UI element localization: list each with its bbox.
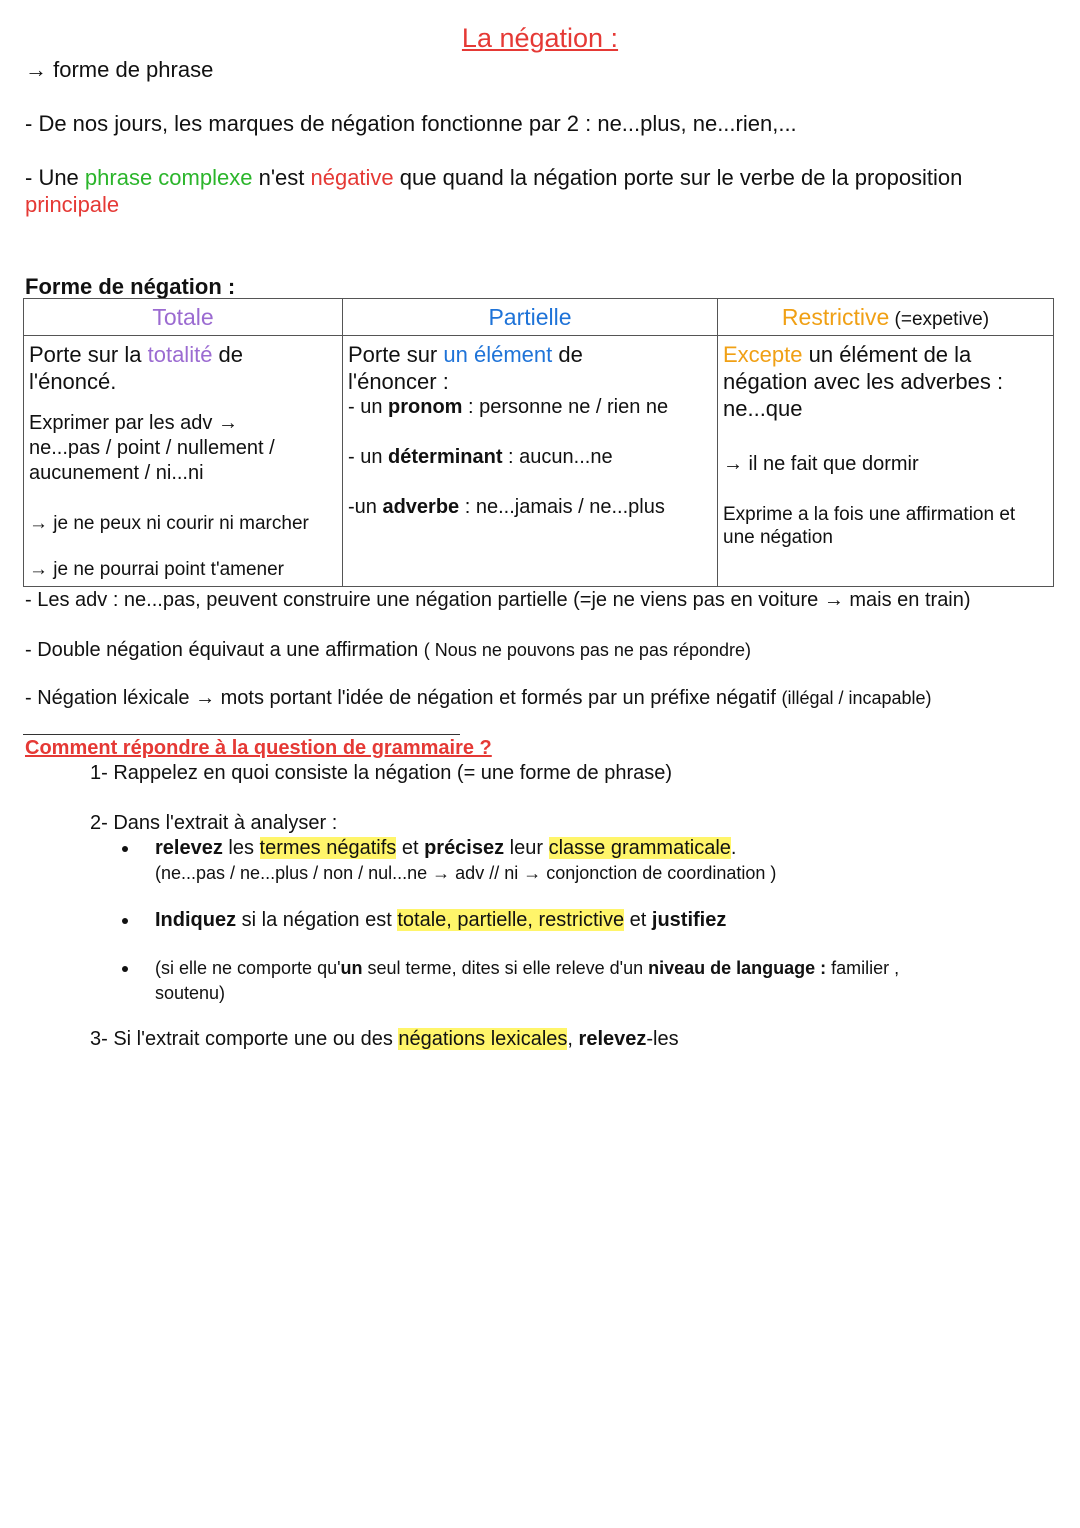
text: relevez bbox=[155, 837, 223, 859]
header-restrictive-label: Restrictive bbox=[781, 303, 890, 330]
text: - un bbox=[348, 396, 389, 418]
restrictive-example: → il ne fait que dormir bbox=[723, 453, 919, 475]
excepte: Excepte bbox=[723, 342, 803, 367]
method-step-1: 1- Rappelez en quoi consiste la négation (= une forme de phrase) bbox=[90, 762, 673, 784]
step2-bullet-3-line-2: soutenu) bbox=[155, 983, 226, 1003]
bullet-icon bbox=[122, 918, 128, 924]
text: : aucun...ne bbox=[502, 446, 613, 468]
principale: principale bbox=[25, 192, 120, 217]
header-restrictive-note: (=expetive) bbox=[889, 308, 990, 330]
intro-marques: - De nos jours, les marques de négation fonctionne par 2 : ne...plus, ne...rien,... bbox=[25, 111, 797, 136]
totale-example-1: → je ne peux ni courir ni marcher bbox=[29, 513, 309, 534]
restrictive-note-1: Exprime a la fois une affirmation et bbox=[723, 504, 1016, 525]
restrictive-line-3: ne...que bbox=[723, 396, 803, 421]
text: : personne ne / rien ne bbox=[462, 396, 669, 418]
step2-bullet-1-sub: (ne...pas / ne...plus / non / nul...ne → adv // ni → conjonction de coordination ) bbox=[155, 863, 777, 883]
table-heading: Forme de négation : bbox=[25, 274, 236, 299]
totale-line-2: l'énoncé. bbox=[29, 369, 117, 394]
cell-totale bbox=[24, 336, 343, 587]
text: . bbox=[730, 837, 737, 859]
classe-grammaticale: classe grammaticale bbox=[548, 837, 731, 859]
totale-line-4: ne...pas / point / nullement / bbox=[29, 437, 275, 459]
text: de bbox=[552, 342, 583, 367]
text: précisez bbox=[424, 837, 505, 859]
text: : ne...jamais / ne...plus bbox=[459, 496, 665, 518]
negative: négative bbox=[310, 165, 394, 190]
restrictive-note-2: une négation bbox=[723, 527, 833, 548]
method-step-3 bbox=[90, 1027, 679, 1051]
text: de bbox=[212, 342, 244, 367]
text: un bbox=[340, 958, 363, 978]
note-lexicale bbox=[25, 686, 932, 710]
text: si la négation est bbox=[236, 909, 398, 931]
totalite: totalité bbox=[147, 342, 213, 367]
text: , bbox=[567, 1028, 579, 1050]
note-double bbox=[25, 638, 751, 662]
text: leur bbox=[504, 837, 549, 859]
method-title: Comment répondre à la question de grammaire ? bbox=[25, 737, 492, 759]
types-negation: totale, partielle, restrictive bbox=[397, 909, 625, 931]
cell-partielle bbox=[343, 336, 718, 587]
text: que quand la négation porte sur le verbe de la proposition bbox=[393, 165, 963, 190]
un-element: un élément bbox=[443, 342, 553, 367]
text: un élément de la bbox=[802, 342, 972, 367]
restrictive-line-1 bbox=[723, 341, 971, 368]
text: ( Nous ne pouvons pas ne pas répondre) bbox=[423, 640, 752, 660]
text: (si elle ne comporte qu' bbox=[155, 958, 341, 978]
partielle-adverbe bbox=[348, 495, 665, 519]
text: (illégal / incapable) bbox=[781, 688, 932, 708]
text: Porte sur bbox=[348, 342, 444, 367]
text: - un bbox=[348, 446, 389, 468]
text: justifiez bbox=[651, 909, 727, 931]
step2-bullet-2 bbox=[155, 908, 726, 932]
totale-line-3: Exprimer par les adv → bbox=[29, 412, 238, 434]
method-step-2: 2- Dans l'extrait à analyser : bbox=[90, 812, 338, 834]
text: 3- Si l'extrait comporte une ou des bbox=[90, 1028, 399, 1050]
partielle-determinant bbox=[348, 445, 613, 469]
text: - Une bbox=[25, 165, 85, 190]
header-restrictive bbox=[718, 299, 1054, 336]
text: Porte sur la bbox=[29, 342, 148, 367]
restrictive-line-2: négation avec les adverbes : bbox=[723, 369, 1004, 394]
text: -les bbox=[646, 1028, 679, 1050]
header-partielle: Partielle bbox=[343, 299, 718, 336]
step2-bullet-3 bbox=[155, 957, 899, 979]
step2-bullet-1 bbox=[155, 836, 736, 860]
text: -un bbox=[348, 496, 383, 518]
negation-table bbox=[23, 298, 1054, 587]
partielle-pronom bbox=[348, 395, 668, 419]
totale-example-2: → je ne pourrai point t'amener bbox=[29, 559, 284, 580]
text: seul terme, dites si elle releve d'un bbox=[362, 958, 649, 978]
text: les bbox=[222, 837, 260, 859]
negations-lexicales: négations lexicales bbox=[398, 1028, 568, 1050]
phrase-complexe: phrase complexe bbox=[84, 165, 253, 190]
totale-line-1 bbox=[29, 341, 243, 368]
note-adv: - Les adv : ne...pas, peuvent construire une négation partielle (=je ne viens pas en voiture → mais en train) bbox=[25, 589, 971, 611]
text: - Double négation équivaut a une affirmation bbox=[25, 639, 424, 661]
text: n'est bbox=[252, 165, 311, 190]
bullet-icon bbox=[122, 966, 128, 972]
text: et bbox=[396, 837, 425, 859]
text: Indiquez bbox=[155, 909, 237, 931]
text: familier , bbox=[826, 958, 900, 978]
text: - Négation léxicale → mots portant l'idée de négation et formés par un préfixe négatif bbox=[25, 687, 782, 709]
page-title: La négation : bbox=[461, 23, 619, 53]
text: niveau de language : bbox=[648, 958, 827, 978]
cell-restrictive bbox=[718, 336, 1054, 587]
text: relevez bbox=[578, 1028, 647, 1050]
pronom: pronom bbox=[388, 396, 463, 418]
intro-complexe bbox=[25, 164, 962, 191]
intro-forme: → forme de phrase bbox=[25, 57, 214, 82]
partielle-line-1 bbox=[348, 341, 583, 368]
text: et bbox=[624, 909, 652, 931]
adverbe: adverbe bbox=[382, 496, 460, 518]
determinant: déterminant bbox=[388, 446, 503, 468]
bullet-icon bbox=[122, 846, 128, 852]
termes-negatifs: termes négatifs bbox=[259, 837, 397, 859]
partielle-line-2: l'énoncer : bbox=[348, 369, 449, 394]
totale-line-5: aucunement / ni...ni bbox=[29, 462, 204, 484]
divider bbox=[23, 734, 460, 735]
header-totale: Totale bbox=[24, 299, 343, 336]
